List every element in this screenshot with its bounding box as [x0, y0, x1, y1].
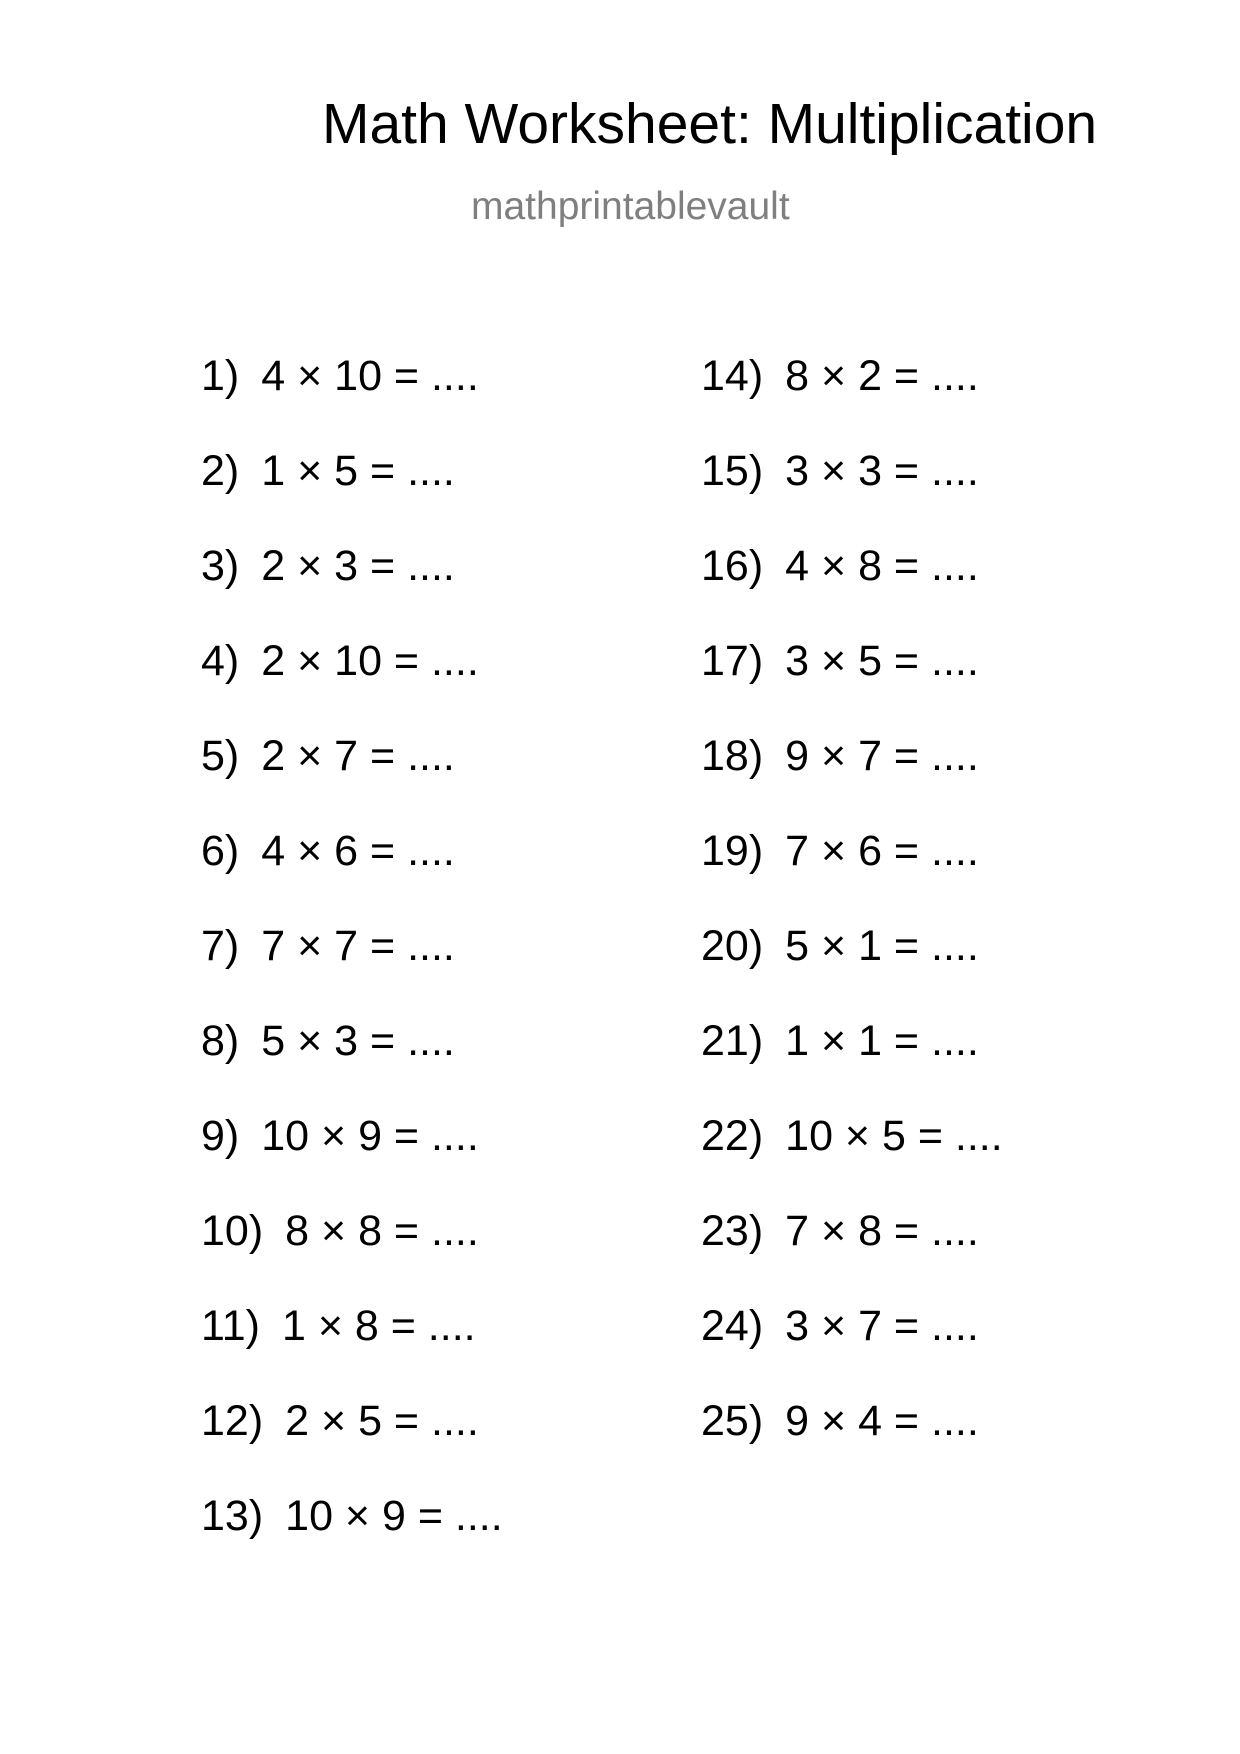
problem-expression: 8 × 8 = .... [285, 1207, 479, 1255]
problem-item [701, 1017, 1003, 1115]
problem-expression: 2 × 5 = .... [285, 1397, 479, 1445]
problem-item [201, 542, 503, 640]
problem-number: 24) [701, 1302, 764, 1350]
problem-number: 9) [201, 1112, 240, 1160]
problem-expression: 3 × 7 = .... [785, 1302, 979, 1350]
problem-expression: 1 × 8 = .... [281, 1302, 476, 1350]
problem-number: 17) [701, 637, 764, 685]
problem-number: 1) [201, 352, 240, 400]
problem-item [201, 637, 503, 735]
problem-item [701, 1302, 1003, 1400]
problem-expression: 3 × 5 = .... [785, 637, 979, 685]
problem-number: 4) [201, 637, 240, 685]
problem-number: 20) [701, 922, 764, 970]
problem-expression: 5 × 1 = .... [785, 922, 979, 970]
problem-number: 22) [701, 1112, 764, 1160]
problem-item [701, 542, 1003, 640]
problem-item [201, 922, 503, 1020]
problem-item [201, 1492, 503, 1590]
problem-number: 13) [201, 1492, 264, 1540]
problem-number: 19) [701, 827, 764, 875]
problem-item [701, 637, 1003, 735]
problem-number: 11) [201, 1302, 260, 1350]
problem-item [701, 732, 1003, 830]
problem-item [201, 1112, 503, 1210]
problem-expression: 9 × 7 = .... [785, 732, 979, 780]
problem-list-right [701, 352, 1003, 1495]
problem-item [201, 447, 503, 545]
problem-expression: 7 × 7 = .... [261, 922, 455, 970]
problem-item [201, 1302, 503, 1400]
problem-number: 16) [701, 542, 764, 590]
problem-expression: 7 × 6 = .... [785, 827, 979, 875]
problem-item [701, 1112, 1003, 1210]
problem-number: 7) [201, 922, 240, 970]
problem-item [701, 1397, 1003, 1495]
problem-number: 5) [201, 732, 240, 780]
problem-expression: 3 × 3 = .... [785, 447, 979, 495]
problem-item [201, 352, 503, 450]
problem-expression: 8 × 2 = .... [785, 352, 979, 400]
problem-expression: 2 × 10 = .... [261, 637, 479, 685]
problem-number: 18) [701, 732, 764, 780]
problem-number: 8) [201, 1017, 240, 1065]
problem-item [201, 827, 503, 925]
problem-number: 23) [701, 1207, 764, 1255]
problem-expression: 4 × 10 = .... [261, 352, 479, 400]
problem-item [701, 447, 1003, 545]
problem-expression: 9 × 4 = .... [785, 1397, 979, 1445]
problem-expression: 10 × 9 = .... [285, 1492, 503, 1540]
problem-expression: 7 × 8 = .... [785, 1207, 979, 1255]
worksheet-title: Math Worksheet: Multiplication [322, 92, 1098, 156]
problem-number: 3) [201, 542, 240, 590]
problem-item [701, 352, 1003, 450]
problem-item [201, 1017, 503, 1115]
problem-expression: 1 × 1 = .... [785, 1017, 979, 1065]
problem-number: 6) [201, 827, 240, 875]
problem-number: 12) [201, 1397, 264, 1445]
problem-item [701, 1207, 1003, 1305]
problem-item [201, 1397, 503, 1495]
problem-expression: 10 × 5 = .... [785, 1112, 1003, 1160]
problem-number: 21) [701, 1017, 764, 1065]
problem-expression: 4 × 6 = .... [261, 827, 455, 875]
problem-number: 14) [701, 352, 764, 400]
problem-expression: 10 × 9 = .... [261, 1112, 479, 1160]
problem-number: 2) [201, 447, 240, 495]
problem-item [201, 1207, 503, 1305]
problem-expression: 2 × 7 = .... [261, 732, 455, 780]
problem-number: 10) [201, 1207, 264, 1255]
problem-number: 15) [701, 447, 764, 495]
problem-expression: 2 × 3 = .... [261, 542, 455, 590]
problem-expression: 1 × 5 = .... [261, 447, 455, 495]
problem-expression: 5 × 3 = .... [261, 1017, 455, 1065]
problem-list-left [201, 352, 503, 1590]
problem-expression: 4 × 8 = .... [785, 542, 979, 590]
problem-item [201, 732, 503, 830]
problem-number: 25) [701, 1397, 764, 1445]
problem-item [701, 922, 1003, 1020]
worksheet-subtitle: mathprintablevault [471, 185, 790, 228]
problem-item [701, 827, 1003, 925]
